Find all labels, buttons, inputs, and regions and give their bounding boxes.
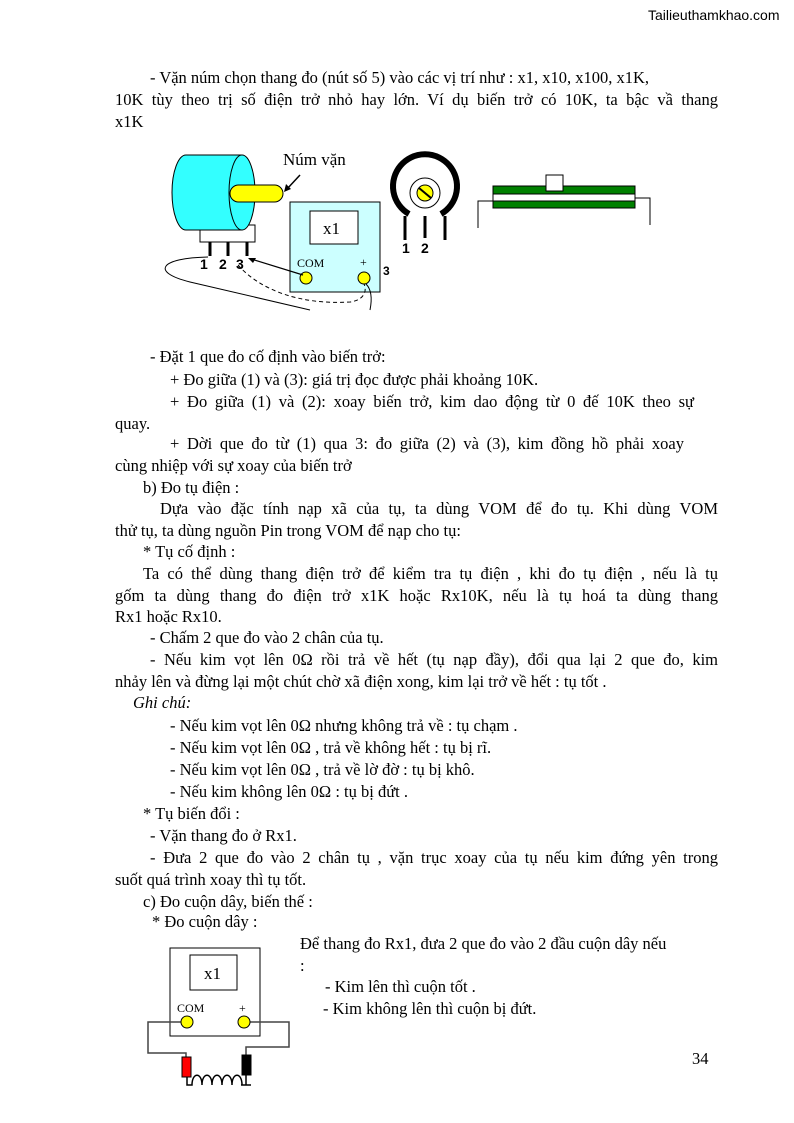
text-line: - Nếu kim vọt lên 0Ω , trả về không hết : tụ bị rĩ. xyxy=(170,738,492,757)
red-probe xyxy=(182,1057,191,1077)
text-line: - Nếu kim không lên 0Ω : tụ bị đứt . xyxy=(170,782,408,801)
text-line: suốt quá trình xoay thì tụ tốt. xyxy=(115,870,307,889)
black-probe xyxy=(242,1055,251,1075)
text-line: * Đo cuộn dây : xyxy=(152,912,258,931)
text-line: - Nếu kim vọt lên 0Ω nhưng không trả về : tụ chạm . xyxy=(170,716,518,735)
coil xyxy=(187,1075,251,1085)
text-line: + Đo giữa (1) và (2): xoay biến trở, kim dao động từ 0 đế 10K theo sự xyxy=(170,392,694,411)
side-label: 3 xyxy=(383,264,390,278)
section-heading: b) Đo tụ điện : xyxy=(143,478,240,497)
text-line: thử tụ, ta dùng nguồn Pin trong VOM để nạp cho tụ: xyxy=(115,521,461,540)
text-line: - Nếu kim vọt lên 0Ω , trả về lờ đờ : tụ bị khô. xyxy=(170,760,475,779)
text-line: - Kim không lên thì cuộn bị đứt. xyxy=(323,999,537,1018)
pin-label: 1 xyxy=(200,256,208,272)
text-line: Để thang đo Rx1, đưa 2 que đo vào 2 đầu cuộn dây nếu xyxy=(300,934,667,953)
text-line: - Đưa 2 que đo vào 2 chân tụ , vặn trục xoay của tụ nếu kim đứng yên trong xyxy=(150,848,718,867)
text-line: * Tụ cố định : xyxy=(143,542,236,561)
pin-label: 1 xyxy=(402,240,410,256)
com-label: COM xyxy=(177,1001,205,1015)
text-line: - Vặn núm chọn thang đo (nút số 5) vào các vị trí như : x1, x10, x100, x1K, xyxy=(150,68,649,87)
watermark: Tailieuthamkhao.com xyxy=(648,7,780,23)
text-line: Rx1 hoặc Rx10. xyxy=(115,607,222,626)
text-line: : xyxy=(300,956,305,975)
pin-label: 3 xyxy=(236,256,244,272)
text-line: 10K tùy theo trị số điện trở nhỏ hay lớn. Ví dụ biến trở có 10K, ta bậc vầ thang xyxy=(115,90,718,109)
knob-label: Núm vặn xyxy=(283,150,346,169)
text-line: - Vặn thang đo ở Rx1. xyxy=(150,826,297,845)
text-line: cùng nhiệp với sự xoay của biến trở xyxy=(115,456,352,475)
text-line: - Chấm 2 que đo vào 2 chân của tụ. xyxy=(150,628,384,647)
com-label: COM xyxy=(297,256,325,270)
section-heading: c) Đo cuộn dây, biến thế : xyxy=(143,892,313,911)
page-number: 34 xyxy=(692,1049,709,1068)
text-line: gốm ta dùng thang đo điện trở x1K hoặc Rx10K, nếu là tụ hoá ta dùng thang xyxy=(115,586,718,605)
text-line: - Đặt 1 que đo cố định vào biến trở: xyxy=(150,347,386,366)
pin-label: 2 xyxy=(421,240,429,256)
text-line: + Đo giữa (1) và (3): giá trị đọc được phải khoảng 10K. xyxy=(170,370,539,389)
scale-label: x1 xyxy=(204,964,221,983)
pin-label: 2 xyxy=(219,256,227,272)
plus-label: + xyxy=(239,1001,246,1015)
text-line: - Nếu kim vọt lên 0Ω rồi trả về hết (tụ nạp đầy), đổi qua lại 2 que đo, kim xyxy=(150,650,718,669)
text-line: + Dời que đo từ (1) qua 3: đo giữa (2) và (3), kim đồng hồ phải xoay xyxy=(170,434,684,453)
note-heading: Ghi chú: xyxy=(133,693,192,712)
text-line: * Tụ biến đổi : xyxy=(143,804,240,823)
text-line: Ta có thể dùng thang điện trở để kiểm tra tụ điện , khi đo tụ điện , nếu là tụ xyxy=(143,564,718,583)
text-line: x1K xyxy=(115,112,144,131)
text-line: Dựa vào đặc tính nạp xã của tụ, ta dùng VOM để đo tụ. Khi dùng VOM xyxy=(160,499,718,518)
scale-label: x1 xyxy=(323,219,340,238)
plus-label: + xyxy=(360,255,367,269)
text-line: quay. xyxy=(115,414,151,433)
text-line: nhảy lên và đừng lại một chút chờ xã điện xong, kim lại trở về hết : tụ tốt . xyxy=(115,672,607,691)
text-line: - Kim lên thì cuộn tốt . xyxy=(325,977,476,996)
